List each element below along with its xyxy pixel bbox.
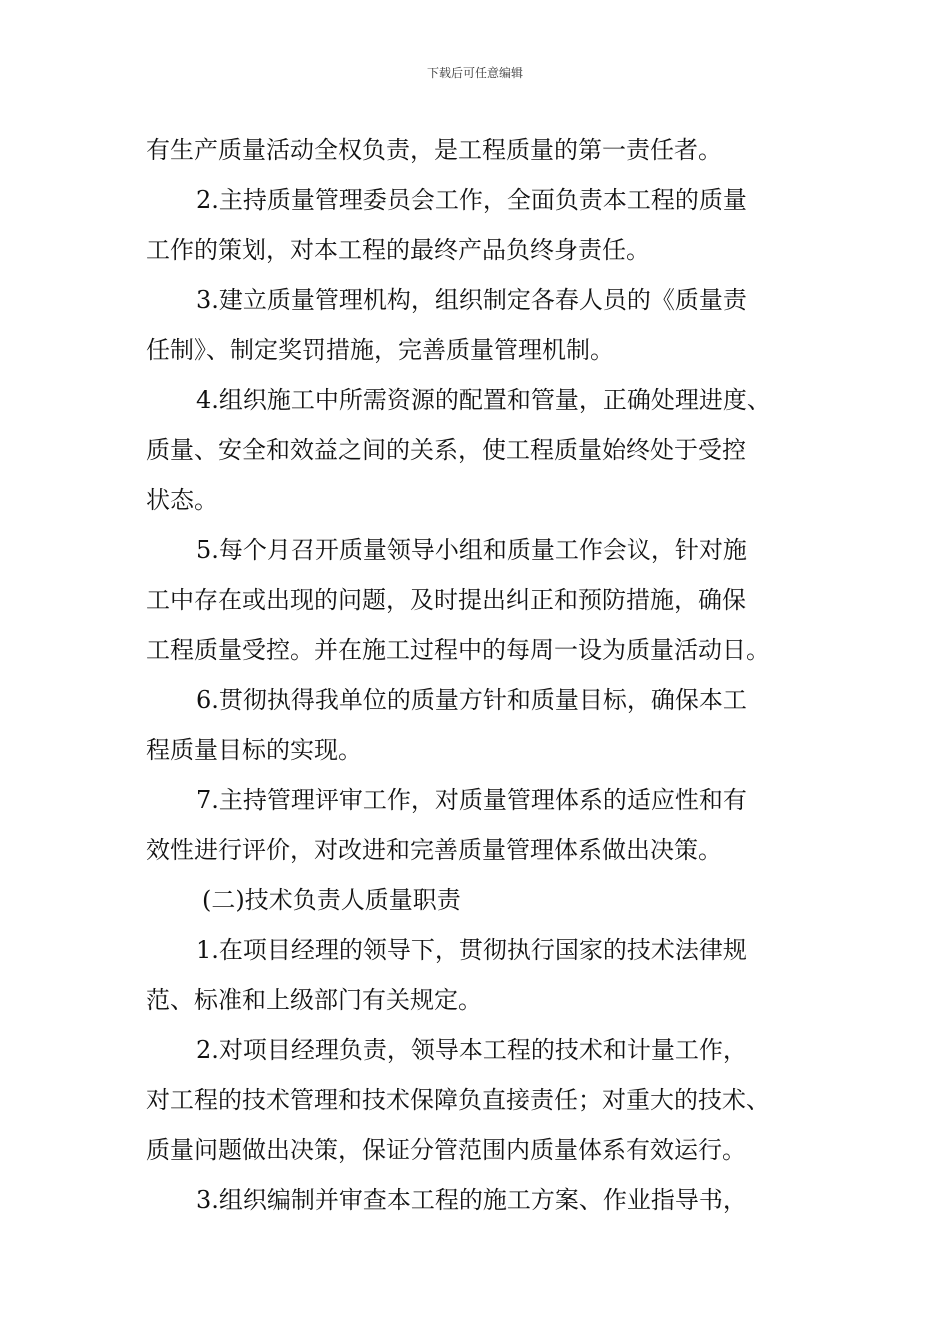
text-line: 2.主持质量管理委员会工作，全面负责本工程的质量 (196, 186, 747, 214)
text-line: 范、标准和上级部门有关规定。 (146, 986, 482, 1014)
text-line: 4.组织施工中所需资源的配置和管量，正确处理进度、 (196, 386, 771, 414)
text-line: 对工程的技术管理和技术保障负直接责任；对重大的技术、 (146, 1086, 770, 1114)
text-line: 3.组织编制并审查本工程的施工方案、作业指导书， (196, 1186, 747, 1214)
text-line: 1.在项目经理的领导下，贯彻执行国家的技术法律规 (196, 936, 747, 964)
text-line: 2.对项目经理负责，领导本工程的技术和计量工作， (196, 1036, 747, 1064)
text-line: 工中存在或出现的问题，及时提出纠正和预防措施，确保 (146, 586, 746, 614)
document-body (146, 125, 806, 1225)
text-line: 效性进行评价，对改进和完善质量管理体系做出决策。 (146, 836, 722, 864)
section-heading: (二)技术负责人质量职责 (202, 886, 461, 914)
text-line: 状态。 (146, 486, 218, 514)
text-line: 质量问题做出决策，保证分管范围内质量体系有效运行。 (146, 1136, 746, 1164)
text-line: 任制》、制定奖罚措施，完善质量管理机制。 (146, 336, 614, 364)
text-line: 6.贯彻执得我单位的质量方针和质量目标，确保本工 (196, 686, 747, 714)
page-header: 下载后可任意编辑 (426, 66, 523, 80)
text-line: 7.主持管理评审工作，对质量管理体系的适应性和有 (196, 786, 747, 814)
text-line: 质量、安全和效益之间的关系，使工程质量始终处于受控 (146, 436, 746, 464)
text-line: 有生产质量活动全权负责，是工程质量的第一责任者。 (146, 136, 722, 164)
text-line: 工作的策划，对本工程的最终产品负终身责任。 (146, 236, 650, 264)
text-line: 5.每个月召开质量领导小组和质量工作会议，针对施 (196, 536, 747, 564)
text-line: 工程质量受控。并在施工过程中的每周一设为质量活动日。 (146, 636, 770, 664)
text-line: 程质量目标的实现。 (146, 736, 362, 764)
text-line: 3.建立质量管理机构，组织制定各春人员的《质量责 (196, 286, 747, 314)
